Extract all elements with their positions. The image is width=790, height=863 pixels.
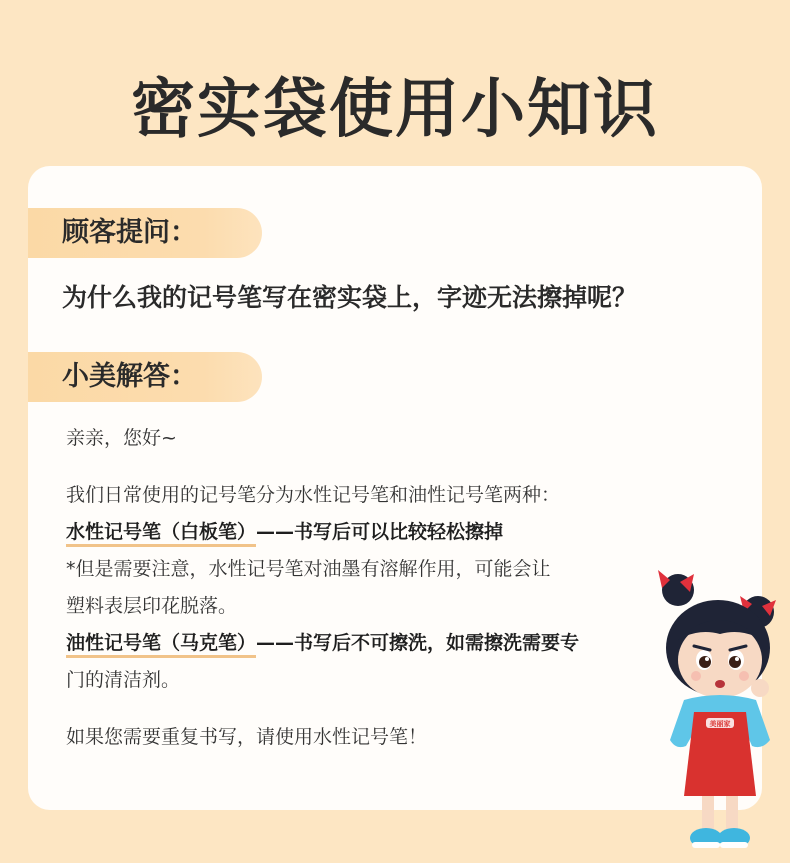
question-label: 顾客提问： (28, 208, 262, 258)
answer-body (66, 420, 666, 756)
mascot-doll (640, 560, 790, 860)
answer-label: 小美解答： (28, 352, 262, 402)
water-marker-name: 水性记号笔（白板笔） (66, 521, 256, 547)
apron-logo: 美丽家 (709, 720, 731, 728)
oil-marker-desc-2: 门的清洁剂。 (66, 669, 181, 691)
oil-marker-line (66, 625, 666, 662)
answer-greeting: 亲亲，您好~ (66, 427, 177, 449)
water-marker-line (66, 514, 666, 551)
answer-intro: 我们日常使用的记号笔分为水性记号笔和油性记号笔两种： (66, 484, 561, 506)
oil-marker-name: 油性记号笔（马克笔） (66, 632, 256, 658)
oil-marker-desc: ——书写后不可擦洗，如需擦洗需要专 (256, 632, 580, 654)
answer-closing: 如果您需要重复书写，请使用水性记号笔！ (66, 726, 428, 748)
water-note-line-2: 塑料表层印花脱落。 (66, 595, 238, 617)
water-note-line-1: *但是需要注意，水性记号笔对油墨有溶解作用，可能会让 (66, 558, 551, 580)
page-title: 密实袋使用小知识 (131, 73, 659, 147)
water-marker-desc: ——书写后可以比较轻松擦掉 (256, 521, 504, 543)
question-text: 为什么我的记号笔写在密实袋上，字迹无法擦掉呢？ (62, 283, 638, 312)
